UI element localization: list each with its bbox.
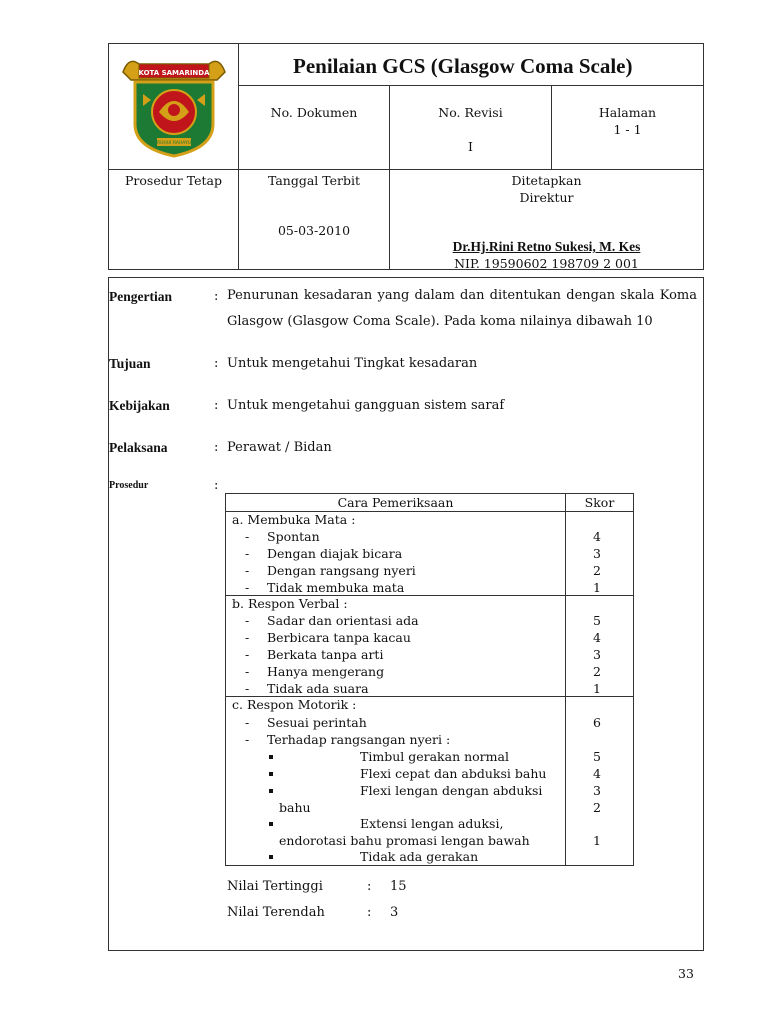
table-row-score: 4 [593,766,601,781]
column-header-skor: Skor [584,495,615,510]
bullet [269,772,273,776]
direktur-label: Direktur [519,190,574,205]
table-row-score: 4 [593,630,601,645]
table-row-score: 1 [593,580,601,595]
ditetapkan-label: Ditetapkan [511,173,582,188]
table-row-score: 5 [593,749,601,764]
header-divider [109,169,703,170]
tujuan-text: Untuk mengetahui Tingkat kesadaran [227,356,478,371]
table-row-score: 3 [593,783,601,798]
dash: - [245,546,250,561]
dash: - [245,732,250,747]
document-header-table [108,43,704,270]
dash: - [245,613,250,628]
table-row-label: Flexi cepat dan abduksi bahu [360,766,547,781]
table-row-label: Dengan rangsang nyeri [267,563,416,578]
table-row-label: Sadar dan orientasi ada [267,613,419,628]
dash: - [245,715,250,730]
pelaksana-label: Pelaksana [109,440,168,455]
bullet [269,755,273,759]
nilai-tertinggi-value: 15 [390,879,407,894]
dash: - [245,681,250,696]
table-row-score: 3 [593,647,601,662]
signatory-nip: NIP. 19590602 198709 2 001 [454,256,639,271]
colon: : [214,478,219,493]
mata-heading: a. Membuka Mata : [232,512,356,527]
bullet [269,822,273,826]
table-row-score: 6 [593,715,601,730]
dash: - [245,563,250,578]
table-row-label: Extensi lengan aduksi, [360,816,504,831]
table-row-label: Hanya mengerang [267,664,385,679]
kebijakan-label: Kebijakan [109,398,170,413]
prosedur-tetap-label: Prosedur Tetap [125,173,222,188]
page-number: 33 [678,966,694,981]
verbal-heading: b. Respon Verbal : [232,596,348,611]
bullet [269,789,273,793]
pengertian-text: Penurunan kesadaran yang dalam dan ditentukan dengan skala Koma Glasgow (Glasgow Coma Scale). Pada koma nilainya dibawah 10 [227,288,697,329]
table-row-score: 2 [593,563,601,578]
prosedur-label: Prosedur [109,480,149,491]
dash: - [245,529,250,544]
document-title: Penilaian GCS (Glasgow Coma Scale) [293,54,633,78]
table-row-score: 2 [593,800,601,815]
dash: - [245,664,250,679]
logo-top-text: KOTA SAMARINDA [138,69,210,77]
colon: : [214,289,219,304]
nilai-terendah-label: Nilai Terendah [227,905,325,920]
table-row-label: Flexi lengan dengan abduksi [360,783,543,798]
bullet [269,855,273,859]
dash: - [245,630,250,645]
table-row-label: Spontan [267,529,320,544]
pengertian-label: Pengertian [109,289,172,304]
header-divider [238,85,703,86]
colon: : [214,440,219,455]
logo-bottom-text: RUHUI RAHAYU [156,141,192,146]
table-row-label: Sesuai perintah [267,715,367,730]
table-row-label: Berkata tanpa arti [267,647,384,662]
tujuan-label: Tujuan [109,356,151,371]
tanggal-terbit-label: Tanggal Terbit [267,173,361,188]
table-row-label: Timbul gerakan normal [360,749,509,764]
table-row-label: Berbicara tanpa kacau [267,630,411,645]
table-row-score: 1 [593,833,601,848]
table-row-label: Tidak membuka mata [267,580,405,595]
table-row-label: endorotasi bahu promasi lengan bawah [279,833,530,848]
dash: - [245,580,250,595]
terhadap-label: Terhadap rangsangan nyeri : [267,732,451,747]
no-dokumen-label: No. Dokumen [270,105,358,120]
colon: : [367,905,372,920]
table-row-label: bahu [279,800,311,815]
table-row-score: 5 [593,613,601,628]
table-row-label: Dengan diajak bicara [267,546,403,561]
city-logo [121,52,227,160]
table-row-label: Tidak ada gerakan [360,849,479,864]
colon: : [214,398,219,413]
table-row-score: 2 [593,664,601,679]
column-header-cara: Cara Pemeriksaan [337,495,454,510]
table-row-score: 4 [593,529,601,544]
tanggal-terbit-value: 05-03-2010 [277,223,351,238]
halaman-value: 1 - 1 [613,122,642,137]
no-revisi-label: No. Revisi [438,105,503,120]
signatory-name: Dr.Hj.Rini Retno Sukesi, M. Kes [452,239,641,254]
table-divider [565,494,566,865]
procedure-body [108,277,704,951]
colon: : [367,879,372,894]
halaman-label: Halaman [598,105,657,120]
nilai-tertinggi-label: Nilai Tertinggi [227,879,323,894]
motorik-heading: c. Respon Motorik : [232,697,357,712]
dash: - [245,647,250,662]
table-row-label: Tidak ada suara [267,681,369,696]
no-revisi-value: I [468,139,473,154]
nilai-terendah-value: 3 [390,905,399,920]
kebijakan-text: Untuk mengetahui gangguan sistem saraf [227,398,505,413]
colon: : [214,356,219,371]
gcs-table [225,493,634,866]
table-row-score: 3 [593,546,601,561]
pelaksana-text: Perawat / Bidan [227,440,332,455]
table-row-score: 1 [593,681,601,696]
